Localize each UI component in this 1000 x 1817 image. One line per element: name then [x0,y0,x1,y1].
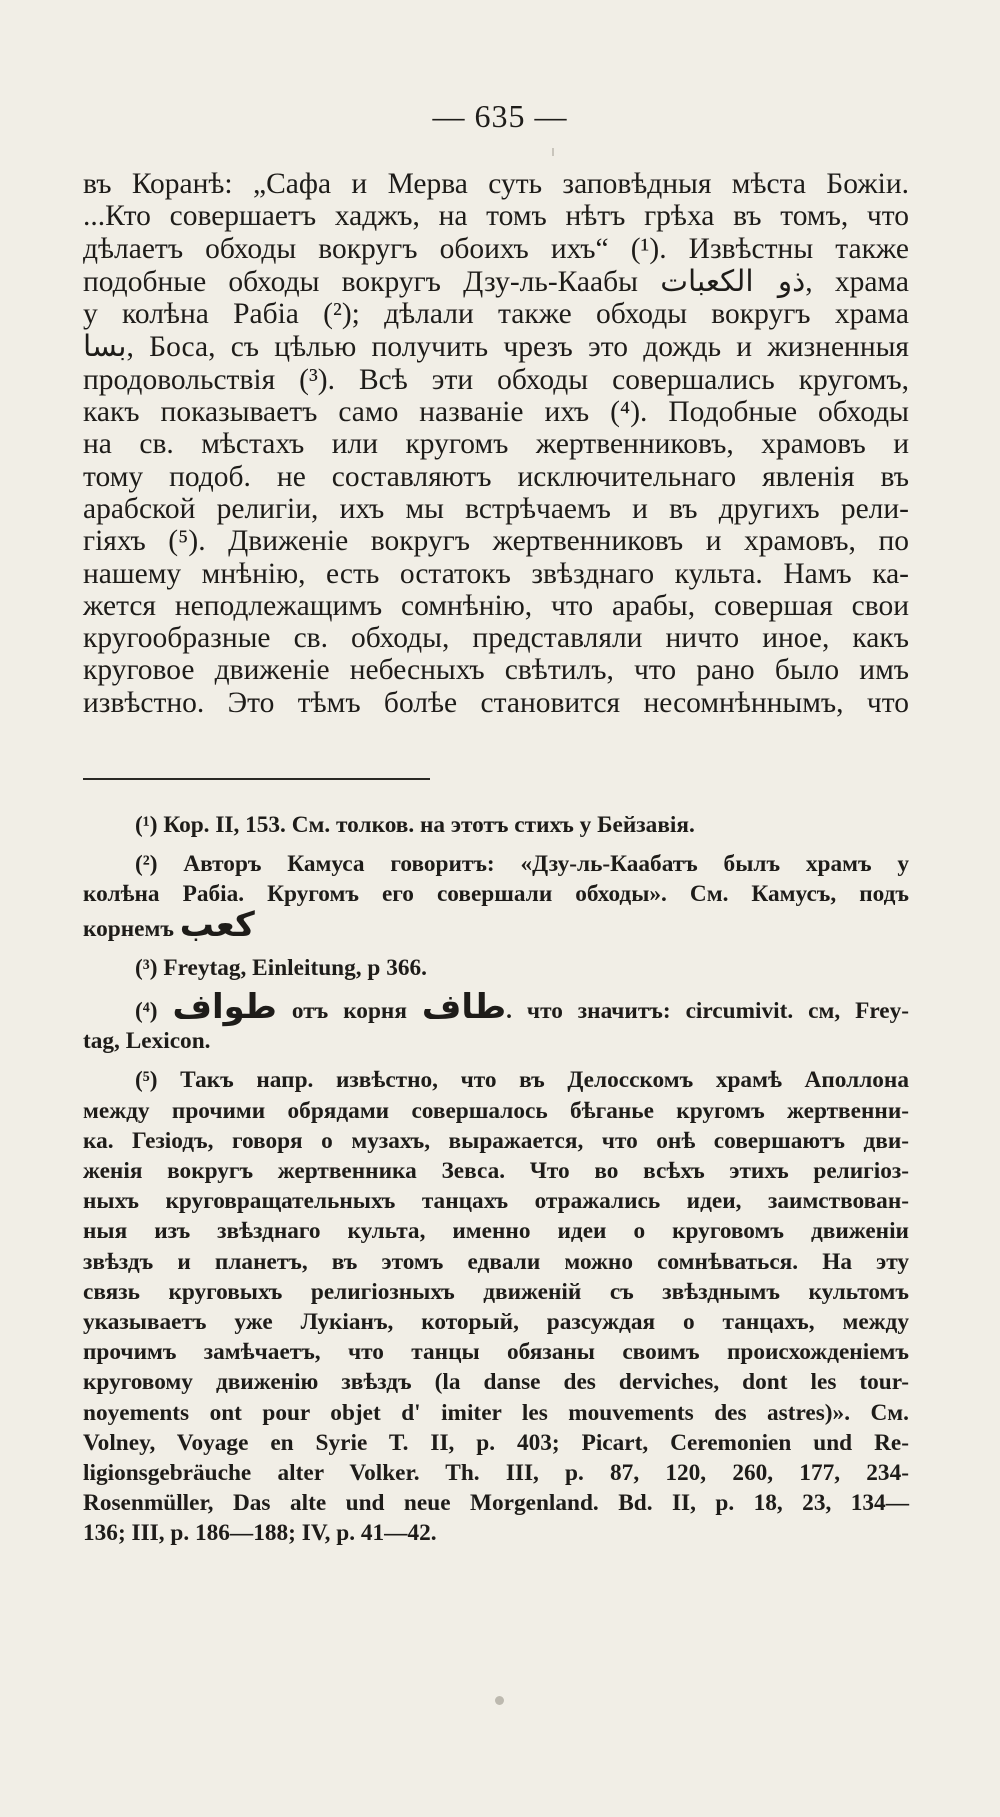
text-segment: подобные обходы вокругъ Дзу-ль-Каабы [83,265,661,298]
text-line: тому подоб. не составляютъ исключительнаго явленія въ [83,460,909,493]
footnote-line [83,987,909,1028]
text-line: кругообразные св. обходы, представляли ничто иное, какъ [83,622,909,655]
text-line [83,330,909,363]
text-line: продовольствія (³). Всѣ эти обходы совершались кругомъ, [83,363,909,396]
footnote-line: ка. Гезіодъ, говоря о музахъ, выражается, что онѣ совершаютъ дви- [83,1127,909,1154]
text-line: у колѣна Рабіа (²); дѣлали также обходы вокругъ храма [83,298,909,331]
footnote-line: связь круговыхъ религіозныхъ движеній съ звѣзднымъ культомъ [83,1278,909,1305]
text-segment: , Боса, съ цѣлью получить чрезъ это дождь и жизненныя [126,331,909,364]
footnote-line: женія вокругъ жертвенника Зевса. Что во всѣхъ этихъ религіоз- [83,1158,909,1185]
footnote-5 [83,1065,909,1548]
footnote-line: ныхъ круговращательныхъ танцахъ отражались идеи, заимствован- [83,1188,909,1215]
arabic-root: طاف [421,987,507,1028]
footnote-text: Кор. II, 153. См. толков. на этотъ стихъ у Бейзавія. [163,812,695,838]
arabic-word: كعب [179,904,255,945]
text-line: извѣстно. Это тѣмъ болѣе становится несомнѣннымъ, что [83,686,909,719]
footnote-line [83,849,909,879]
text-line: дѣлаетъ обходы вокругъ обоихъ ихъ“ (¹). Извѣстны также [83,232,909,265]
footnote-text: Freytag, Einleitung, p 366. [163,954,427,981]
footnote-divider [83,778,430,780]
arabic-word: ذو الكعبات [660,263,806,298]
footnote-line: ныя изъ звѣзднаго культа, именно идеи о круговомъ движеніи [83,1218,909,1245]
footnote-text: . что значитъ: circumivit. см, Frey- [506,998,909,1025]
footnotes [83,810,909,1558]
text-line: на св. мѣстахъ или кругомъ жертвенниковъ, храмовъ и [83,428,909,461]
footnote-line: круговому движенію звѣздъ (la danse des derviches, dont les tour- [83,1369,909,1396]
footnote-mark: (³) [135,954,158,981]
text-line: арабской религіи, ихъ мы встрѣчаемъ и въ другихъ рели- [83,492,909,525]
text-line [83,265,909,298]
text-line: ...Кто совершаетъ хаджъ, на томъ нѣтъ грѣха въ томъ, что [83,200,909,233]
footnote-line: колѣна Рабіа. Кругомъ его совершали обходы». См. Камусъ, подъ [83,881,909,908]
footnote-line: Rosenmüller, Das alte und neue Morgenland. Bd. II, p. 18, 23, 134— [83,1490,909,1517]
arabic-word: بسا [83,329,127,364]
footnote-line [83,810,909,840]
footnote-line: между прочими обрядами совершалось бѣганье кругомъ жертвенни- [83,1097,909,1124]
footnote-line [83,904,909,945]
text-line: круговое движеніе небесныхъ свѣтилъ, что рано было имъ [83,654,909,687]
footnote-text: Авторъ Камуса говоритъ: «Дзу-ль-Каабатъ былъ храмъ у [183,851,909,878]
footnote-mark: (¹) [135,812,158,838]
footnote-text: отъ корня [276,998,422,1025]
footnote-line: Volney, Voyage en Syrie T. II, p. 403; Picart, Ceremonien und Re- [83,1429,909,1456]
main-text [83,168,909,719]
footnote-line: звѣздъ и планетъ, въ этомъ едвали можно сомнѣваться. На эту [83,1248,909,1275]
text-line: нашему мнѣнію, есть остатокъ звѣзднаго культа. Намъ ка- [83,557,909,590]
footnote-mark: (²) [135,851,158,878]
page-number: — 635 — [432,98,568,134]
footnote-mark: (⁴) [135,998,158,1025]
footnote-line: tag, Lexicon. [83,1028,211,1055]
text-segment: , храма [805,265,909,298]
text-line: гіяхъ (⁵). Движеніе вокругъ жертвенниковъ и храмовъ, по [83,525,909,558]
footnote-line [83,1065,909,1095]
text-line: какъ показываетъ само названіе ихъ (⁴). Подобные обходы [83,396,909,429]
arabic-word: طواف [172,987,277,1028]
footnote-line: ligionsgebräuche alter Volker. Th. III, p. 87, 120, 260, 177, 234- [83,1460,909,1487]
footnote-line: noyements ont pour objet d' imiter les mouvements des astres)». См. [83,1399,909,1426]
text-line: въ Коранѣ: „Сафа и Мерва суть заповѣдныя мѣста Божіи. [83,168,909,200]
footnote-line: прочимъ замѣчаетъ, что танцы обязаны своимъ происхожденіемъ [83,1339,909,1366]
footnote-3 [83,953,909,983]
paper-speck [495,1696,504,1705]
footnote-2 [83,849,909,944]
footnote-mark: (⁵) [135,1067,158,1094]
footnote-4 [83,987,909,1056]
paper-mark [552,148,554,156]
footnote-text: Такъ напр. извѣстно, что въ Делосскомъ храмѣ Аполлона [180,1067,909,1094]
text-line: жется неподлежащимъ сомнѣнію, что арабы, совершая свои [83,589,909,622]
footnote-line [83,953,909,983]
footnote-text: корнемъ [83,915,180,942]
footnote-line: указываетъ уже Лукіанъ, который, разсуждая о танцахъ, между [83,1309,909,1336]
footnote-1 [83,810,909,840]
footnote-line: 136; III, p. 186—188; IV, p. 41—42. [83,1520,437,1547]
